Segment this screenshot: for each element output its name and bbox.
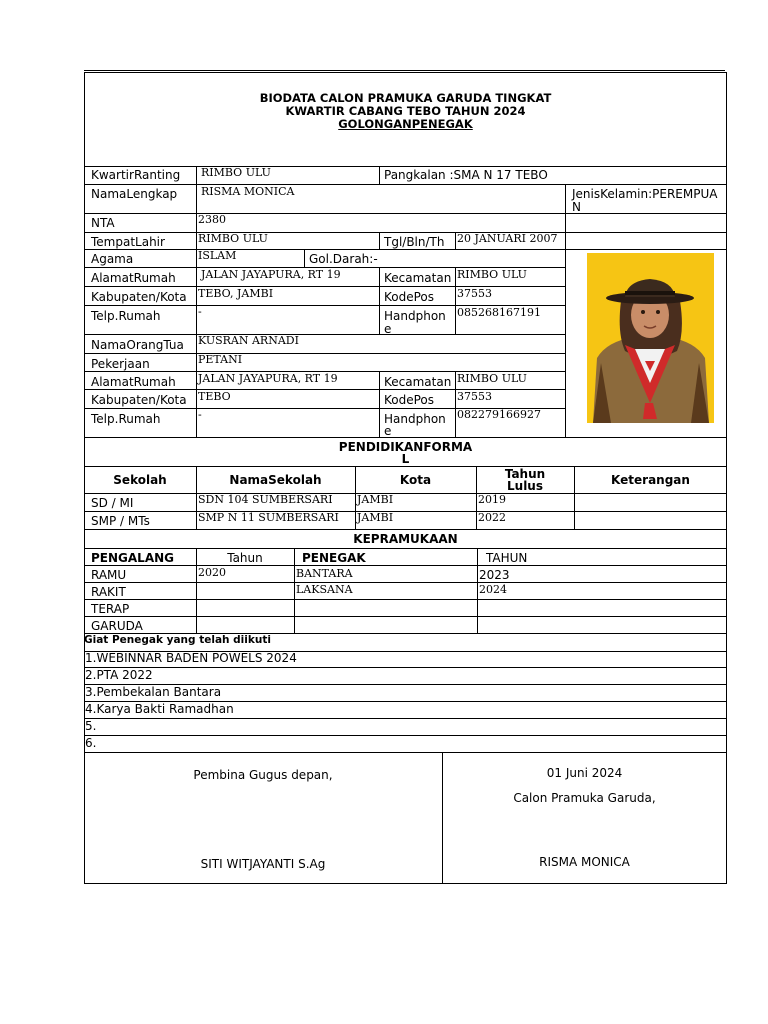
alamat-rumah-value: JALAN JAYAPURA, RT 19 xyxy=(201,268,341,281)
parent-kecamatan-label: Kecamatan xyxy=(384,375,452,389)
gol-darah-label: Gol.Darah:- xyxy=(309,252,378,266)
pangkalan-field xyxy=(384,168,548,182)
handphone-label-cont: e xyxy=(384,322,392,336)
handphone-label: Handphon xyxy=(384,309,446,323)
parent-kecamatan-value: RIMBO ULU xyxy=(457,372,527,385)
edu-row-1-year: 2019 xyxy=(478,493,506,506)
nama-orang-tua-label: NamaOrangTua xyxy=(91,338,184,352)
jenis-kelamin-value: PEREMPUA xyxy=(652,187,718,201)
col-tahun-lulus: Tahun xyxy=(504,467,546,481)
kodepos-value: 37553 xyxy=(457,287,492,300)
kabupaten-value: TEBO, JAMBI xyxy=(198,287,274,300)
col-keterangan: Keterangan xyxy=(611,473,690,487)
activities-title: Giat Penegak yang telah diikuti xyxy=(84,634,271,646)
kecamatan-label: Kecamatan xyxy=(384,271,452,285)
tahun-header: Tahun xyxy=(227,551,263,565)
scout-row-1-tahun: 2020 xyxy=(198,566,226,579)
student-portrait-image xyxy=(587,253,714,423)
signature-date: 01 Juni 2024 xyxy=(546,766,623,780)
parent-handphone-value: 082279166927 xyxy=(457,408,541,421)
header-line-1: BIODATA CALON PRAMUKA GARUDA TINGKAT xyxy=(259,91,552,105)
nama-orang-tua-value: KUSRAN ARNADI xyxy=(198,334,299,347)
scout-row-1-penegak: BANTARA xyxy=(296,567,353,580)
tgl-lahir-label: Tgl/Bln/Th xyxy=(384,235,445,249)
header-line-3: GOLONGANPENEGAK xyxy=(338,117,473,131)
kabupaten-label: Kabupaten/Kota xyxy=(91,290,187,304)
top-rule xyxy=(84,70,725,71)
nama-lengkap-value: RISMA MONICA xyxy=(201,185,295,198)
parent-handphone-label: Handphon xyxy=(384,412,446,426)
col-tahun-lulus-cont: Lulus xyxy=(507,479,543,493)
scout-row-1-tahun2: 2023 xyxy=(479,568,510,582)
scout-row-2-penegak: LAKSANA xyxy=(296,583,353,596)
scout-row-2-pengalang: RAKIT xyxy=(91,585,126,599)
handphone-value: 085268167191 xyxy=(457,306,541,319)
tgl-lahir-value: 20 JANUARI 2007 xyxy=(457,232,558,245)
parent-telp-label: Telp.Rumah xyxy=(91,412,161,426)
edu-row-2-year: 2022 xyxy=(478,511,506,524)
tahun2-header: TAHUN xyxy=(486,551,528,565)
kepramukaan-title: KEPRAMUKAAN xyxy=(353,532,458,546)
edu-row-2-level: SMP / MTs xyxy=(91,514,150,528)
telp-rumah-value: - xyxy=(198,305,202,318)
col-sekolah: Sekolah xyxy=(113,473,167,487)
student-photo xyxy=(587,253,714,423)
agama-label: Agama xyxy=(91,252,134,266)
penegak-header: PENEGAK xyxy=(302,551,366,565)
telp-rumah-label: Telp.Rumah xyxy=(91,309,161,323)
scout-row-2-tahun2: 2024 xyxy=(479,583,507,596)
parent-handphone-label-cont: e xyxy=(384,424,392,438)
kecamatan-value: RIMBO ULU xyxy=(457,268,527,281)
scout-row-3-pengalang: TERAP xyxy=(91,602,130,616)
parent-alamat-value: JALAN JAYAPURA, RT 19 xyxy=(198,372,338,385)
jenis-kelamin-value-cont: N xyxy=(572,200,581,214)
calon-title: Calon Pramuka Garuda, xyxy=(513,791,656,805)
activity-item-3: 3.Pembekalan Bantara xyxy=(85,685,222,699)
edu-row-1-city: JAMBI xyxy=(357,493,394,506)
pekerjaan-value: PETANI xyxy=(198,353,243,366)
nta-label: NTA xyxy=(91,216,115,230)
jenis-kelamin-label: JenisKelamin: xyxy=(572,187,653,201)
activity-item-5: 5. xyxy=(85,719,97,733)
activity-item-4: 4.Karya Bakti Ramadhan xyxy=(85,702,234,716)
edu-row-1-level: SD / MI xyxy=(91,496,134,510)
activity-item-1: 1.WEBINNAR BADEN POWELS 2024 xyxy=(85,651,297,665)
scout-row-1-pengalang: RAMU xyxy=(91,568,127,582)
kodepos-label: KodePos xyxy=(384,290,435,304)
scout-row-4-pengalang: GARUDA xyxy=(91,619,143,633)
agama-value: ISLAM xyxy=(198,249,237,262)
col-nama-sekolah: NamaSekolah xyxy=(229,473,322,487)
activity-item-6: 6. xyxy=(85,736,97,750)
pekerjaan-label: Pekerjaan xyxy=(91,357,150,371)
activity-item-2: 2.PTA 2022 xyxy=(85,668,153,682)
kwartir-ranting-value: RIMBO ULU xyxy=(201,166,271,179)
edu-row-1-name: SDN 104 SUMBERSARI xyxy=(198,493,333,506)
col-kota: Kota xyxy=(399,473,432,487)
jenis-kelamin-field xyxy=(572,187,717,201)
parent-telp-value: - xyxy=(198,408,202,421)
pangkalan-label: Pangkalan : xyxy=(384,168,454,182)
parent-alamat-label: AlamatRumah xyxy=(91,375,176,389)
pembina-title: Pembina Gugus depan, xyxy=(193,768,333,782)
pengalang-header: PENGALANG xyxy=(91,551,174,565)
nta-value: 2380 xyxy=(198,213,226,226)
edu-row-2-city: JAMBI xyxy=(357,511,394,524)
pangkalan-value: SMA N 17 TEBO xyxy=(453,168,548,182)
tempat-lahir-label: TempatLahir xyxy=(91,235,165,249)
tempat-lahir-value: RIMBO ULU xyxy=(198,232,268,245)
parent-kodepos-label: KodePos xyxy=(384,393,435,407)
parent-kabupaten-value: TEBO xyxy=(198,390,231,403)
parent-kabupaten-label: Kabupaten/Kota xyxy=(91,393,187,407)
calon-name: RISMA MONICA xyxy=(539,855,630,869)
pendidikan-title: PENDIDIKANFORMA xyxy=(338,440,473,454)
pendidikan-title-cont: L xyxy=(401,452,410,466)
parent-kodepos-value: 37553 xyxy=(457,390,492,403)
pembina-name: SITI WITJAYANTI S.Ag xyxy=(200,857,326,871)
alamat-rumah-label: AlamatRumah xyxy=(91,271,176,285)
header-line-2: KWARTIR CABANG TEBO TAHUN 2024 xyxy=(285,104,526,118)
nama-lengkap-label: NamaLengkap xyxy=(91,187,178,201)
kwartir-ranting-label: KwartirRanting xyxy=(91,168,181,182)
edu-row-2-name: SMP N 11 SUMBERSARI xyxy=(198,511,339,524)
